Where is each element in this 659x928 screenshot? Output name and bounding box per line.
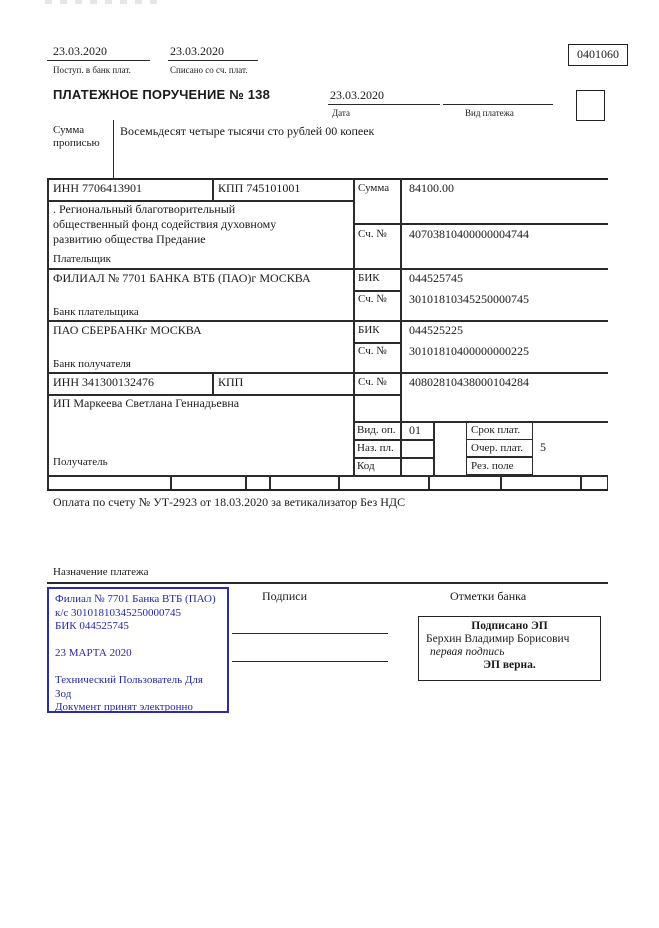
payer-bank-name: ФИЛИАЛ № 7701 БАНКА ВТБ (ПАО)г МОСКВА (53, 271, 311, 285)
op-value-right-line (433, 421, 435, 475)
code-label: Код (357, 460, 375, 472)
op-row1-divider (353, 439, 434, 441)
stamp-line-blank (55, 661, 221, 675)
payee-name: ИП Маркеева Светлана Геннадьевна (53, 396, 240, 410)
payee-inn: ИНН 341300132476 (53, 375, 154, 389)
payee-bank-name: ПАО СБЕРБАНКг МОСКВА (53, 323, 202, 337)
amount-words-divider (113, 120, 114, 178)
payee-top-line (47, 372, 608, 374)
stamp-line-corr-account: к/с 30101810345250000745 (55, 606, 182, 619)
stamp-line-bank-name: Филиал № 7701 Банка ВТБ (ПАО) (55, 593, 216, 605)
payment-purpose-label: Назначение платежа (53, 566, 149, 578)
payee-account-label: Сч. № (358, 376, 387, 388)
bank-electronic-stamp (47, 587, 229, 713)
received-date-line (47, 60, 150, 61)
date-line (328, 104, 440, 105)
ep-verified-label: ЭП верна. (483, 659, 536, 671)
payee-bank-account-label: Сч. № (358, 345, 387, 357)
payer-label: Плательщик (53, 253, 111, 265)
payer-kpp: КПП 745101001 (218, 181, 301, 195)
stamp-line-operator: Технический Пользователь Для Зод (55, 674, 203, 700)
status-box (576, 90, 605, 121)
bank-marks-label: Отметки банка (450, 589, 527, 603)
payer-bank-top-line (47, 268, 608, 270)
amount-in-words-label: Сумма прописью (53, 124, 100, 149)
payer-account: 40703810400000004744 (409, 227, 529, 241)
debited-date: 23.03.2020 (170, 44, 224, 58)
fields-row-divider (245, 475, 247, 490)
form-code-box: 0401060 (568, 44, 628, 66)
purpose-kind-label: Наз. пл. (357, 442, 394, 454)
priority-label: Очер. плат. (471, 442, 524, 454)
payeebank-bik-account-divider (353, 342, 400, 344)
reserve-label: Рез. поле (471, 460, 514, 472)
sum-account-divider (353, 223, 608, 225)
payer-bank-bik-label: БИК (358, 272, 380, 284)
due-date-label: Срок плат. (471, 424, 521, 436)
op-row2-divider (353, 457, 434, 459)
received-date: 23.03.2020 (53, 44, 107, 58)
debited-date-line (168, 60, 258, 61)
purpose-bottom-line (47, 582, 608, 584)
payee-label: Получатель (53, 456, 108, 468)
sum-label: Сумма (358, 182, 390, 194)
electronic-signature-stamp (418, 616, 601, 681)
stamp-line-accepted: Документ принят электронно (55, 701, 193, 713)
payee-bank-account: 30101810400000000225 (409, 344, 529, 358)
document-title: ПЛАТЕЖНОЕ ПОРУЧЕНИЕ № 138 (53, 87, 271, 102)
inn-kpp-divider-payee (212, 372, 214, 394)
fields-row-divider (47, 475, 49, 490)
signed-ep-label: Подписано ЭП (471, 620, 548, 632)
priority-value: 5 (540, 440, 546, 454)
received-date-label: Поступ. в банк плат. (53, 65, 131, 75)
payer-bank-account: 30101810345250000745 (409, 292, 529, 306)
fields-row-top-line (47, 475, 608, 477)
payee-bank-top-line (47, 320, 608, 322)
table-border-top (47, 178, 608, 180)
payerbank-bik-account-divider (353, 290, 400, 292)
fields-row-divider (170, 475, 172, 490)
inn-kpp-divider-payer (212, 178, 214, 200)
payer-account-label: Сч. № (358, 228, 387, 240)
payee-bank-bik: 044525225 (409, 323, 463, 337)
fields-row-divider (580, 475, 582, 490)
payment-type-line (443, 104, 553, 105)
payer-name: . Региональный благотворительный общественный фонд содействия духовному развитию общества Предание (53, 202, 277, 246)
amount-in-words: Восемьдесят четыре тысячи сто рублей 00 копеек (120, 124, 375, 138)
payee-kpp-label: КПП (218, 375, 244, 389)
fields-row-divider (607, 475, 609, 490)
signer-name: Берхин Владимир Борисович (426, 633, 570, 645)
signature-kind: первая подпись (430, 646, 505, 658)
payment-purpose-text: Оплата по счету № УТ-2923 от 18.03.2020 за ветикализатор Без НДС (53, 495, 406, 509)
stamp-line-blank (55, 634, 221, 648)
payer-bank-bik: 044525745 (409, 271, 463, 285)
fields-row-divider (428, 475, 430, 490)
date-label: Дата (332, 108, 350, 118)
sum-value: 84100.00 (409, 181, 454, 195)
fields-row-divider (500, 475, 502, 490)
signature-line-2 (232, 661, 388, 662)
document-date: 23.03.2020 (330, 88, 384, 102)
payer-bank-label: Банк плательщика (53, 306, 139, 318)
payee-bank-label: Банк получателя (53, 358, 131, 370)
payer-inn: ИНН 7706413901 (53, 181, 142, 195)
fields-row-divider (269, 475, 271, 490)
cutoff-text-fragment (45, 0, 163, 4)
op-type-value: 01 (409, 423, 421, 437)
stamp-line-bik: БИК 044525745 (55, 620, 129, 632)
table-border-left (47, 178, 49, 490)
signature-line-1 (232, 633, 388, 634)
payment-type-label: Вид платежа (465, 108, 514, 118)
op-type-label: Вид. оп. (357, 424, 396, 436)
signatures-label: Подписи (262, 589, 308, 603)
table-border-bottom (47, 489, 608, 491)
payee-bank-bik-label: БИК (358, 324, 380, 336)
stamp-line-date: 23 МАРТА 2020 (55, 647, 132, 659)
payee-account: 40802810438000104284 (409, 375, 529, 389)
debited-date-label: Списано со сч. плат. (170, 65, 248, 75)
fields-row-divider (338, 475, 340, 490)
payer-bank-account-label: Сч. № (358, 293, 387, 305)
